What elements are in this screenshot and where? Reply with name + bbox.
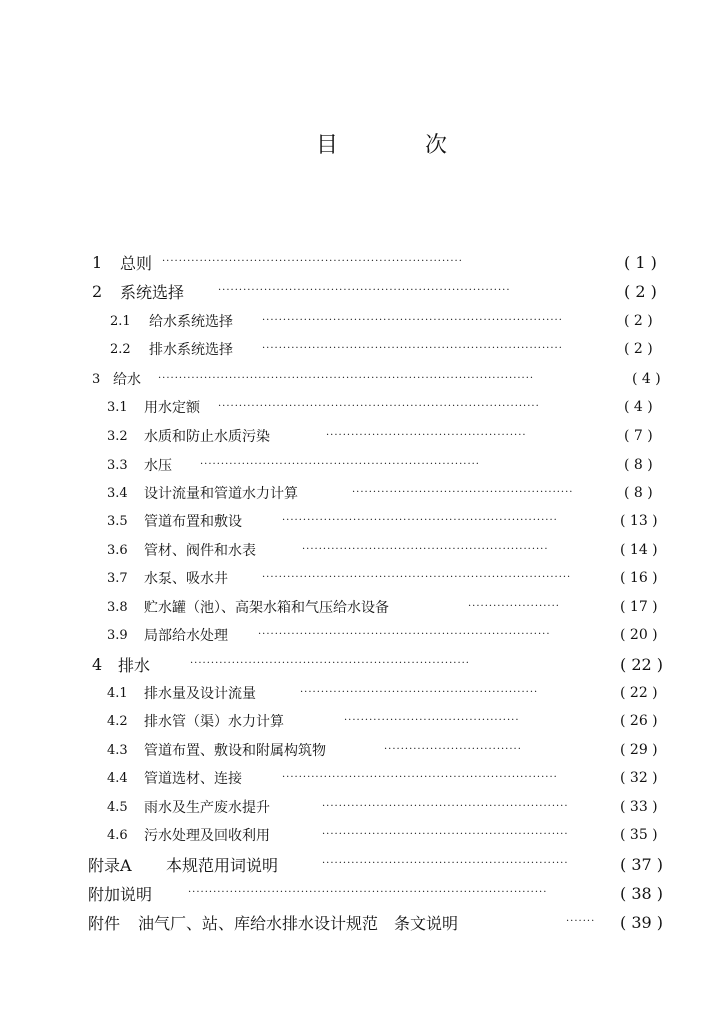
toc-label: 水质和防止水质污染 (144, 429, 270, 445)
toc-number: 4.1 (107, 685, 128, 701)
toc-number: 4 (92, 654, 103, 674)
toc-label: 雨水及生产废水提升 (144, 800, 270, 816)
toc-label: 给水系统选择 (149, 314, 233, 330)
toc-entry[interactable] (0, 766, 724, 790)
toc-page: ( 35 ) (620, 827, 658, 843)
toc-number: 附加说明 (88, 884, 153, 904)
page-title (0, 128, 724, 164)
toc-number: 3.7 (107, 570, 128, 586)
toc-page: ( 22 ) (620, 654, 664, 674)
toc-page: ( 7 ) (624, 428, 653, 444)
toc-number: 3.6 (107, 542, 128, 558)
toc-page: ( 2 ) (624, 341, 653, 357)
toc-label: 管材、阀件和水表 (144, 543, 256, 559)
toc-entry[interactable] (0, 424, 724, 448)
toc-number: 3.5 (107, 513, 128, 529)
toc-entry[interactable] (0, 538, 724, 562)
toc-entry[interactable] (0, 453, 724, 477)
toc-label: 系统选择 (120, 282, 185, 302)
toc-entry[interactable] (0, 337, 724, 361)
toc-label: 局部给水处理 (144, 628, 228, 644)
toc-page: ( 20 ) (620, 627, 658, 643)
toc-leader: ········································································ (162, 256, 463, 267)
toc-leader: ·········································· (344, 715, 520, 726)
toc-entry[interactable] (0, 652, 724, 676)
toc-number: 3.3 (107, 457, 128, 473)
title-char-2: 次 (425, 133, 448, 158)
toc-label: 污水处理及回收利用 (144, 828, 270, 844)
toc-number: 4.6 (107, 827, 128, 843)
toc-page: ( 8 ) (624, 485, 653, 501)
toc-label: 排水管（渠）水力计算 (144, 714, 284, 730)
toc-leader: ·································································· (282, 772, 558, 783)
toc-leader: ············································································· (218, 401, 540, 412)
toc-page: ( 1 ) (624, 252, 657, 272)
toc-number: 3.9 (107, 627, 128, 643)
toc-page: ( 17 ) (620, 599, 658, 615)
toc-leader: ········································································ (262, 315, 563, 326)
toc-number: 4.3 (107, 742, 128, 758)
toc-entry[interactable] (0, 566, 724, 590)
toc-number: 2 (92, 281, 103, 301)
toc-number: 3 (92, 371, 101, 387)
toc-label: 设计流量和管道水力计算 (144, 486, 298, 502)
toc-page: ( 33 ) (620, 799, 658, 815)
toc-entry[interactable] (0, 709, 724, 733)
toc-entry[interactable] (0, 309, 724, 333)
toc-page: ( 2 ) (624, 281, 657, 301)
toc-number: 3.4 (107, 485, 128, 501)
toc-page: ( 29 ) (620, 742, 658, 758)
toc-page: ( 4 ) (632, 371, 661, 387)
toc-label: 油气厂、站、库给水排水设计规范 条文说明 (138, 913, 459, 933)
title-char-1: 目 (316, 133, 339, 158)
toc-leader: ··························································· (322, 858, 569, 869)
toc-entry[interactable] (0, 279, 724, 303)
toc-page: ( 16 ) (620, 570, 658, 586)
toc-page: ( 22 ) (620, 685, 658, 701)
toc-leader: ························································· (300, 687, 539, 698)
toc-page: ( 14 ) (620, 542, 658, 558)
toc-number: 3.8 (107, 599, 128, 615)
toc-leader: ······· (566, 916, 596, 927)
toc-entry[interactable] (0, 795, 724, 819)
toc-entry[interactable] (0, 623, 724, 647)
toc-leader: ································· (384, 744, 522, 755)
toc-number: 附件 (88, 913, 121, 933)
toc-page: ( 2 ) (624, 313, 653, 329)
toc-page: ( 32 ) (620, 770, 658, 786)
toc-number: 4.5 (107, 799, 128, 815)
toc-entry[interactable] (0, 395, 724, 419)
toc-page: ( 26 ) (620, 713, 658, 729)
toc-entry[interactable] (0, 852, 724, 876)
toc-label: 用水定额 (144, 400, 200, 416)
toc-entry[interactable] (0, 881, 724, 905)
toc-entry[interactable] (0, 681, 724, 705)
toc-label: 贮水罐（池）、高架水箱和气压给水设备 (144, 600, 389, 616)
toc-entry[interactable] (0, 823, 724, 847)
toc-leader: ·························································································· (158, 373, 535, 384)
toc-leader: ······················ (468, 601, 560, 612)
toc-number: 3.1 (107, 399, 128, 415)
toc-number: 1 (92, 252, 103, 272)
toc-entry[interactable] (0, 910, 724, 934)
toc-leader: ········································································ (262, 343, 563, 354)
toc-entry[interactable] (0, 250, 724, 274)
toc-entry[interactable] (0, 595, 724, 619)
toc-page: ( 37 ) (620, 854, 664, 874)
toc-label: 给水 (113, 372, 141, 388)
toc-leader: ·································································· (282, 515, 558, 526)
toc-entry[interactable] (0, 509, 724, 533)
toc-label: 本规范用词说明 (166, 855, 279, 875)
toc-leader: ·········································································· (262, 572, 572, 583)
toc-page: ( 38 ) (620, 883, 664, 903)
toc-leader: ······································································ (218, 285, 511, 296)
toc-label: 管道选材、连接 (144, 771, 242, 787)
toc-number: 4.4 (107, 770, 128, 786)
toc-entry[interactable] (0, 738, 724, 762)
toc-entry[interactable] (0, 481, 724, 505)
toc-number: 2.2 (110, 341, 131, 357)
toc-entry[interactable] (0, 367, 724, 391)
toc-label: 管道布置、敷设和附属构筑物 (144, 743, 326, 759)
toc-label: 水压 (144, 458, 172, 474)
toc-leader: ··························································· (302, 544, 549, 555)
toc-leader: ······················································································ (188, 887, 548, 898)
toc-label: 排水 (118, 655, 151, 675)
toc-leader: ··································································· (190, 658, 470, 669)
toc-page: ( 13 ) (620, 513, 658, 529)
toc-leader: ··································································· (200, 459, 480, 470)
toc-number: 2.1 (110, 313, 131, 329)
toc-label: 排水系统选择 (149, 342, 233, 358)
toc-leader: ····················································· (352, 487, 574, 498)
toc-number: 4.2 (107, 713, 128, 729)
toc-number: 附录A (88, 855, 132, 875)
toc-label: 排水量及设计流量 (144, 686, 256, 702)
toc-leader: ··························································· (322, 801, 569, 812)
toc-leader: ······································································ (258, 629, 551, 640)
toc-number: 3.2 (107, 428, 128, 444)
toc-leader: ················································ (326, 430, 527, 441)
toc-page: ( 4 ) (624, 399, 653, 415)
toc-label: 水泵、吸水井 (144, 571, 228, 587)
toc-label: 总则 (120, 253, 153, 273)
toc-page: ( 8 ) (624, 457, 653, 473)
toc-page: ( 39 ) (620, 912, 664, 932)
toc-label: 管道布置和敷设 (144, 514, 242, 530)
toc-leader: ··························································· (322, 829, 569, 840)
